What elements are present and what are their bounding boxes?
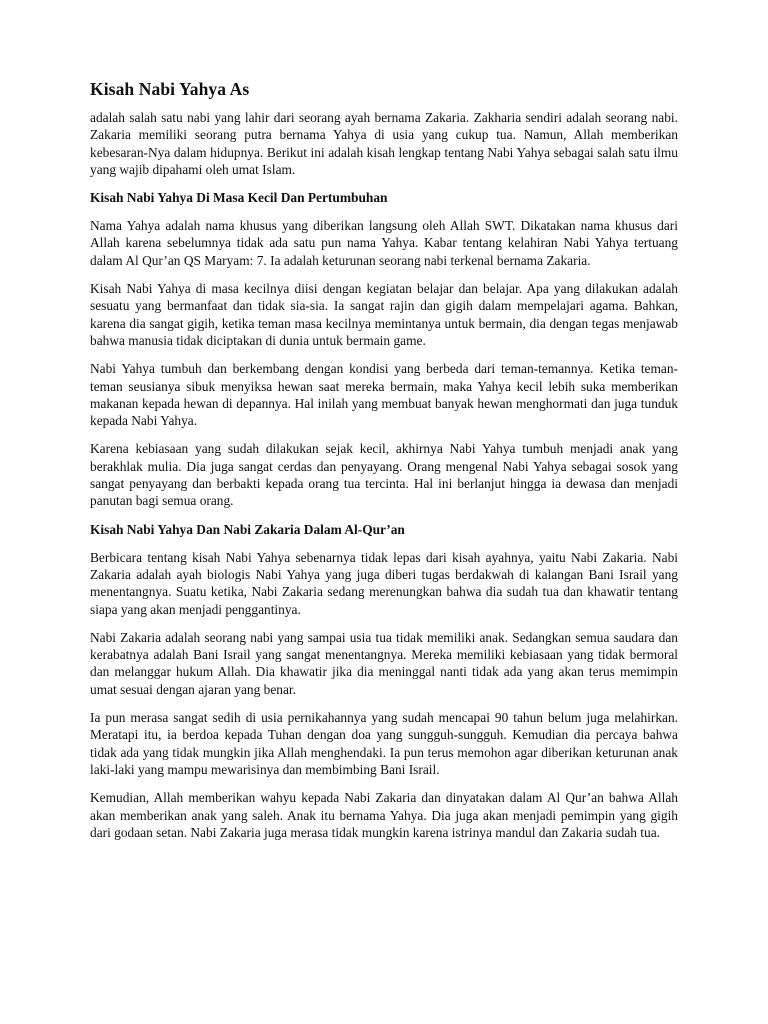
document-title: Kisah Nabi Yahya As <box>90 79 250 99</box>
section-zakaria <box>90 521 678 841</box>
paragraph: Kemudian, Allah memberikan wahyu kepada Nabi Zakaria dan dinyatakan dalam Al Qur’an bahwa Allah akan memberikan anak yang saleh. Anak itu bernama Yahya. Dia juga akan menjadi pemimpin yang gigih dari godaan setan. Nabi Zakaria juga merasa tidak mungkin karena istrinya mandul dan Zakaria sudah tua. <box>90 790 678 840</box>
paragraph: Nama Yahya adalah nama khusus yang diberikan langsung oleh Allah SWT. Dikatakan nama khusus dari Allah karena sebelumnya tidak ada satu pun nama Yahya. Kabar tentang kelahiran Nabi Yahya tertuang dalam Al Qur’an QS Maryam: 7. Ia adalah keturunan seorang nabi terkenal bernama Zakaria. <box>90 218 678 268</box>
section-heading: Kisah Nabi Yahya Dan Nabi Zakaria Dalam Al-Qur’an <box>90 521 405 537</box>
paragraph: Nabi Zakaria adalah seorang nabi yang sampai usia tua tidak memiliki anak. Sedangkan semua saudara dan kerabatnya adalah Bani Israil yang sangat menentangnya. Mereka memiliki kebiasaan yang tidak bermoral dan melanggar hukum Allah. Dia khawatir jika dia meninggal nanti tidak ada yang akan terus memimpin umat sesuai dengan ajaran yang benar. <box>90 629 678 697</box>
document-page <box>90 78 678 852</box>
section-masa-kecil <box>90 189 678 509</box>
paragraph: Kisah Nabi Yahya di masa kecilnya diisi dengan kegiatan belajar dan belajar. Apa yang dilakukan adalah sesuatu yang bermanfaat dan tidak sia-sia. Ia sangat rajin dan gigih dalam mempelajari agama. Bahkan, karena dia sangat gigih, ketika teman masa kecilnya memintanya untuk bermain, dia dengan tegas menjawab bahwa manusia tidak diciptakan di dunia untuk bermain game. <box>90 281 678 348</box>
paragraph: Berbicara tentang kisah Nabi Yahya sebenarnya tidak lepas dari kisah ayahnya, yaitu Nabi Zakaria. Nabi Zakaria adalah ayah biologis Nabi Yahya yang juga diberi tugas berdakwah di kalangan Bani Israil yang menentangnya. Suatu ketika, Nabi Zakaria sedang merenungkan bahwa dia sudah tua dan khawatir tentang siapa yang akan menjadi penggantinya. <box>90 549 678 617</box>
paragraph: Karena kebiasaan yang sudah dilakukan sejak kecil, akhirnya Nabi Yahya tumbuh menjadi anak yang berakhlak mulia. Dia juga sangat cerdas dan penyayang. Orang mengenal Nabi Yahya sebagai sosok yang sangat penyayang dan berbakti kepada orang tua tercinta. Hal ini berlanjut hingga ia dewasa dan menjadi panutan bagi semua orang. <box>90 441 678 509</box>
paragraph: Ia pun merasa sangat sedih di usia pernikahannya yang sudah mencapai 90 tahun belum juga melahirkan. Meratapi itu, ia berdoa kepada Tuhan dengan doa yang sungguh-sungguh. Kemudian dia percaya bahwa tidak ada yang tidak mungkin jika Allah menghendaki. Ia pun terus memohon agar diberikan keturunan anak laki-laki yang mampu mewarisinya dan membimbing Bani Israil. <box>90 710 678 777</box>
section-heading: Kisah Nabi Yahya Di Masa Kecil Dan Pertumbuhan <box>90 190 388 206</box>
paragraph: Nabi Yahya tumbuh dan berkembang dengan kondisi yang berbeda dari teman-temannya. Ketika teman-teman seusianya sibuk menyiksa hewan saat mereka bermain, maka Yahya kecil lebih suka memberikan makanan kepada hewan di depannya. Hal inilah yang membuat banyak hewan menghormati dan juga tunduk kepada Nabi Yahya. <box>90 361 678 429</box>
intro-paragraph: adalah salah satu nabi yang lahir dari seorang ayah bernama Zakaria. Zakharia sendiri adalah seorang nabi. Zakaria memiliki seorang putra bernama Yahya di usia yang cukup tua. Namun, Allah memberikan kebesaran-Nya dalam hidupnya. Berikut ini adalah kisah lengkap tentang Nabi Yahya sebagai salah satu ilmu yang wajib dipahami oleh umat Islam. <box>90 110 678 177</box>
